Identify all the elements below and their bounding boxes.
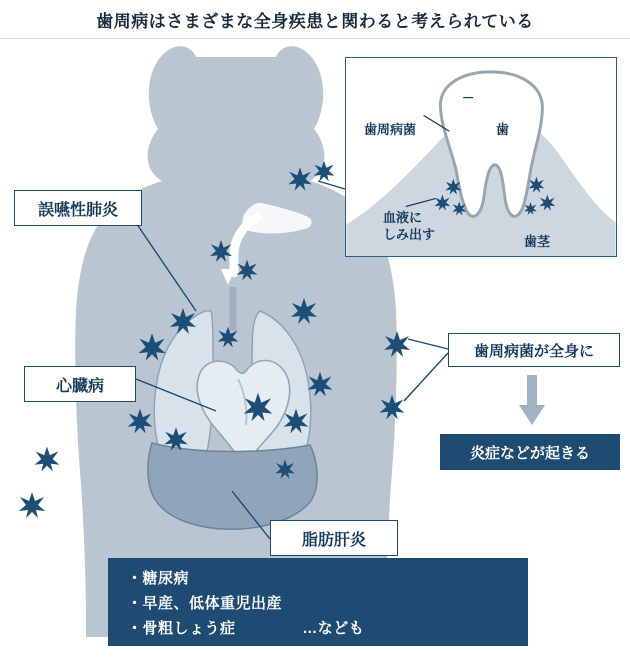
related-diseases-panel	[108, 558, 528, 646]
liver-organ	[148, 443, 317, 529]
inset-label-gum: 歯茎	[524, 234, 551, 249]
related-disease-tail: …なども	[302, 620, 365, 637]
related-disease-item-3: ・骨粗しょう症	[127, 620, 236, 637]
down-arrow-icon	[519, 375, 545, 425]
inset-label-bacteria: 歯周病菌	[364, 122, 417, 137]
related-disease-item-2: ・早産、低体重児出産	[127, 595, 283, 612]
inset-label-tooth: 歯	[496, 122, 510, 137]
label-fatty-liver: 脂肪肝炎	[270, 520, 398, 556]
related-disease-row-3	[127, 616, 527, 641]
label-inflammation: 炎症などが起きる	[440, 434, 620, 470]
diagram-canvas	[0, 39, 630, 657]
page-title: 歯周病はさまざまな全身疾患と関わると考えられている	[96, 11, 534, 31]
inset-label-blood-line1: 血液に	[383, 210, 423, 225]
label-heart-disease: 心臓病	[24, 366, 136, 402]
label-bacteria-whole-body: 歯周病菌が全身に	[448, 333, 620, 367]
inset-label-blood-line2: しみ出す	[383, 227, 436, 242]
related-disease-item-1: ・糖尿病	[127, 570, 190, 587]
label-aspiration-pneumonia: 誤嚥性肺炎	[14, 190, 142, 226]
